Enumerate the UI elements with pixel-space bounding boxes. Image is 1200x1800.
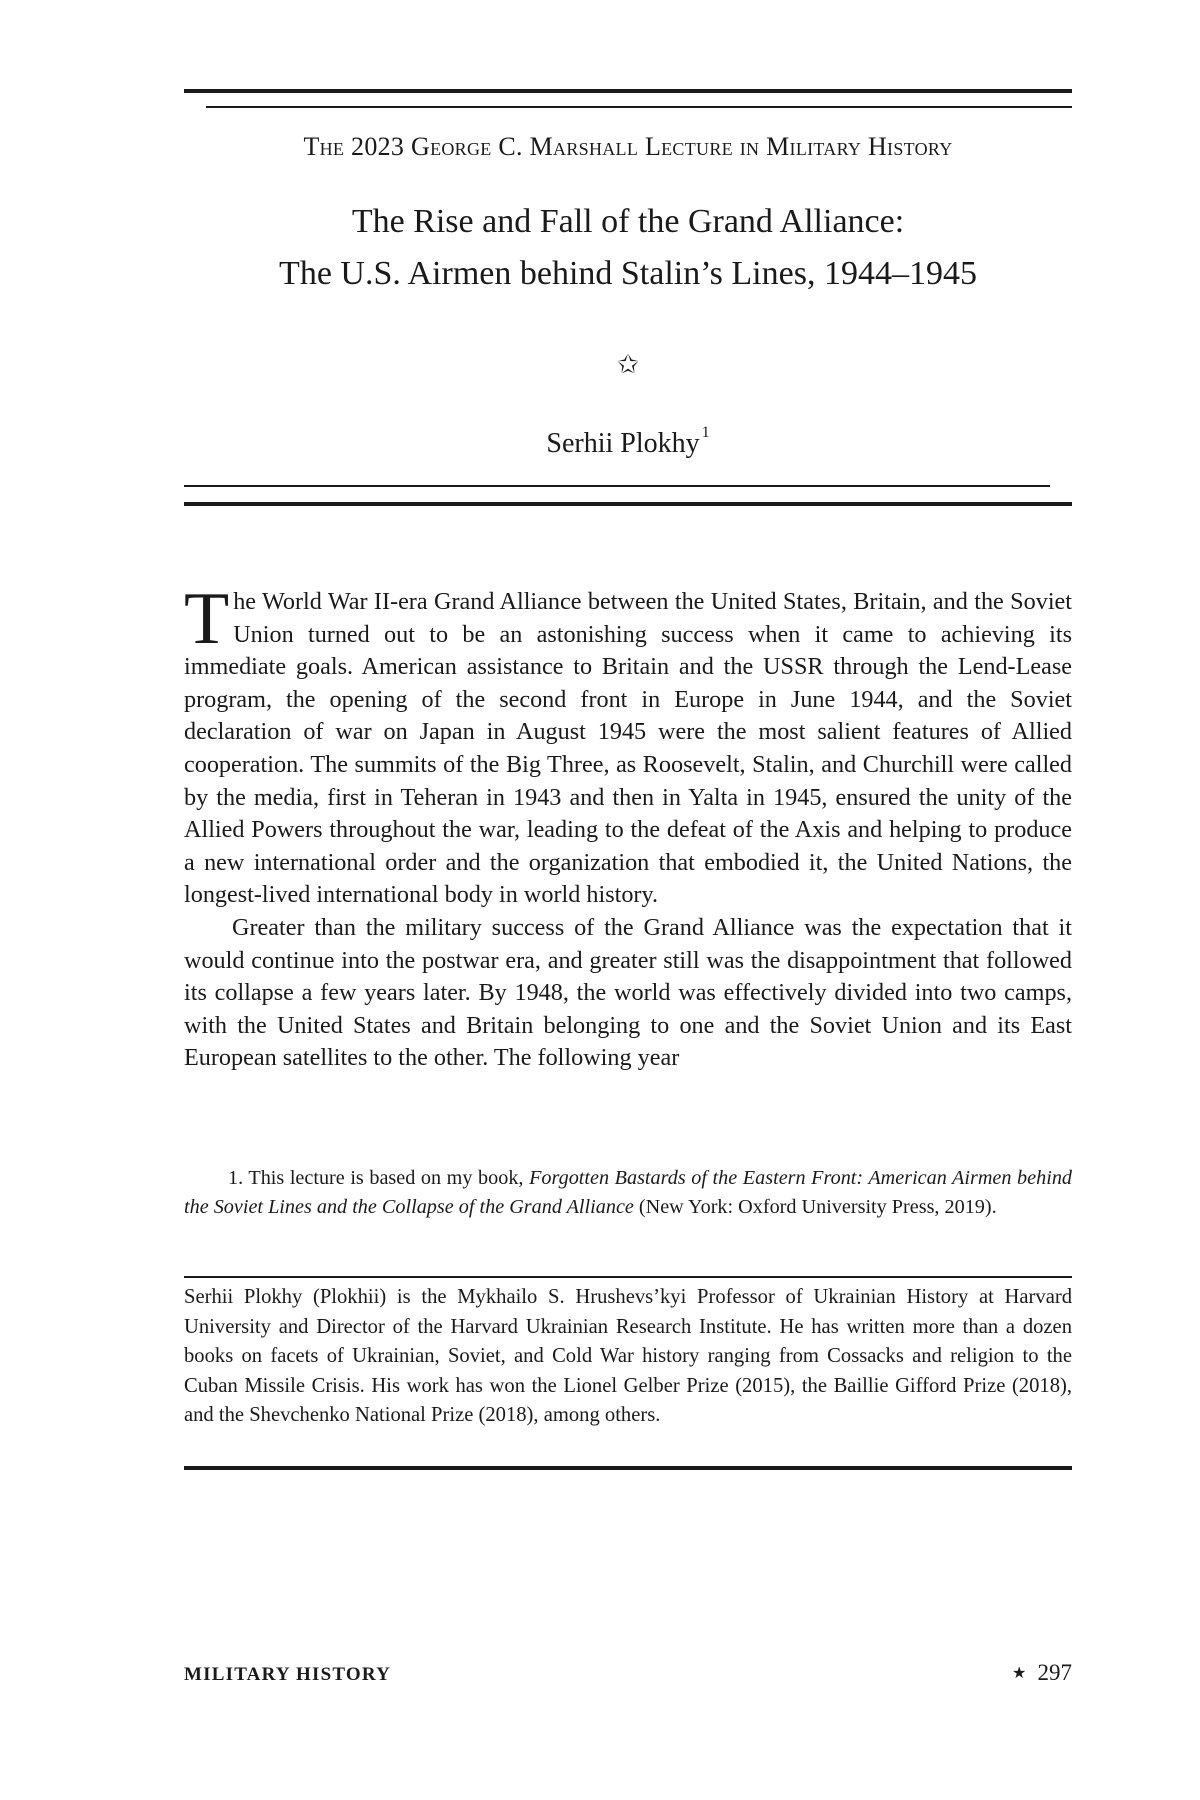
body-paragraph	[184, 578, 1072, 912]
article-title	[184, 196, 1072, 300]
author-name: Serhii Plokhy	[546, 428, 700, 459]
article-title-line-2: The U.S. Airmen behind Stalin’s Lines, 1944–1945	[279, 255, 977, 292]
paragraph-1-text: he World War II-era Grand Alliance between the United States, Britain, and the Soviet Union turned out to be an astonishing success when it came to achieving its immediate goals. American assistance to Britain and the USSR through the Lend-Lease program, the opening of the second front in Europe in June 1944, and the Soviet declaration of war on Japan in August 1945 were the most salient features of Allied cooperation. The summits of the Big Three, as Roosevelt, Stalin, and Churchill were called by the media, first in Teheran in 1943 and then in Yalta in 1945, ensured the unity of the Allied Powers throughout the war, leading to the defeat of the Axis and helping to produce a new international order and the organization that embodied it, the United Nations, the longest-lived international body in world history.	[184, 588, 1072, 909]
byline-rule-thick	[184, 502, 1072, 506]
footnote-book-title: Forgotten Bastards of the Eastern Front: American Airmen behind the Soviet Lines and the Collapse of the Grand Alliance	[184, 1167, 1073, 1218]
author-byline	[184, 424, 1072, 460]
footnote-suffix: (New York: Oxford University Press, 2019).	[633, 1196, 997, 1218]
body-paragraph: Greater than the military success of the Grand Alliance was the expectation that it would continue into the postwar era, and greater still was the disappointment that followed its collapse a few years later. By 1948, the world was effectively divided into two camps, with the United States and Britain belonging to one and the Soviet Union and its East European satellites to the other. The following year	[184, 913, 1072, 1072]
page-number: 297	[1037, 1660, 1072, 1685]
bio-rule-top	[184, 1276, 1072, 1278]
lecture-series-heading: The 2023 George C. Marshall Lecture in Military History	[303, 132, 953, 161]
journal-name: MILITARY HISTORY	[184, 1664, 392, 1685]
author-bio: Serhii Plokhy (Plokhii) is the Mykhailo S. Hrushevs’kyi Professor of Ukrainian History at Harvard University and Director of the Harvard Ukrainian Research Institute. He has written more than a dozen books on facets of Ukrainian, Soviet, and Cold War history ranging from Cossacks and religion to the Cuban Missile Crisis. His work has won the Lionel Gelber Prize (2015), the Baillie Gifford Prize (2018), and the Shevchenko National Prize (2018), among others.	[184, 1286, 1072, 1427]
top-rule-thick	[184, 89, 1072, 93]
footnote-marker[interactable]: 1	[701, 424, 710, 441]
footnote-prefix: 1. This lecture is based on my book,	[228, 1167, 530, 1189]
byline-rule-thin	[184, 485, 1050, 487]
footnote-1	[184, 1164, 1072, 1222]
bio-rule-bottom	[184, 1466, 1072, 1470]
article-body	[184, 578, 1072, 1075]
drop-cap: T	[184, 578, 230, 660]
star-ornament-icon: ✩	[617, 350, 639, 380]
star-separator-icon: ★	[1012, 1663, 1027, 1682]
article-title-line-1: The Rise and Fall of the Grand Alliance:	[351, 203, 905, 240]
top-rule-thin	[206, 106, 1072, 108]
